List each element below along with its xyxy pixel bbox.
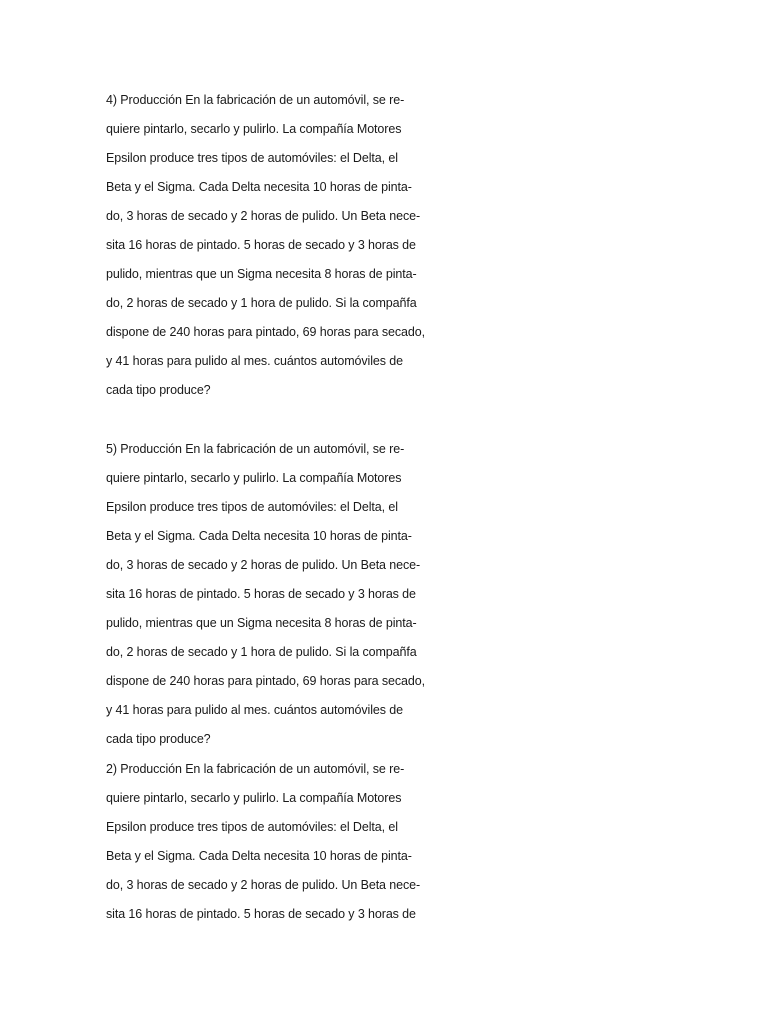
problem-4-paragraph xyxy=(106,86,446,405)
text-line: cada tipo produce? xyxy=(106,732,211,746)
text-line: dispone de 240 horas para pintado, 69 horas para secado, xyxy=(106,674,425,688)
text-line: Epsilon produce tres tipos de automóviles: el Delta, el xyxy=(106,151,398,165)
text-line: dispone de 240 horas para pintado, 69 horas para secado, xyxy=(106,325,425,339)
text-line: y 41 horas para pulido al mes. cuántos automóviles de xyxy=(106,354,403,368)
text-line: do, 3 horas de secado y 2 horas de pulido. Un Beta nece- xyxy=(106,209,421,223)
text-line: Beta y el Sigma. Cada Delta necesita 10 horas de pinta- xyxy=(106,849,412,863)
text-line: sita 16 horas de pintado. 5 horas de secado y 3 horas de xyxy=(106,587,416,601)
text-line: pulido, mientras que un Sigma necesita 8 horas de pinta- xyxy=(106,616,417,630)
text-line: quiere pintarlo, secarlo y pulirlo. La compañía Motores xyxy=(106,791,402,805)
text-line: y 41 horas para pulido al mes. cuántos automóviles de xyxy=(106,703,403,717)
text-line: do, 3 horas de secado y 2 horas de pulido. Un Beta nece- xyxy=(106,558,421,572)
text-line: Beta y el Sigma. Cada Delta necesita 10 horas de pinta- xyxy=(106,529,412,543)
text-line: do, 2 horas de secado y 1 hora de pulido. Si la compañfa xyxy=(106,296,417,310)
problem-5-paragraph xyxy=(106,435,446,754)
text-line: quiere pintarlo, secarlo y pulirlo. La compañía Motores xyxy=(106,122,402,136)
text-line: Epsilon produce tres tipos de automóviles: el Delta, el xyxy=(106,500,398,514)
text-line: cada tipo produce? xyxy=(106,383,211,397)
text-line: pulido, mientras que un Sigma necesita 8 horas de pinta- xyxy=(106,267,417,281)
text-line: 2) Producción En la fabricación de un automóvil, se re- xyxy=(106,762,405,776)
text-line: sita 16 horas de pintado. 5 horas de secado y 3 horas de xyxy=(106,238,416,252)
text-line: sita 16 horas de pintado. 5 horas de secado y 3 horas de xyxy=(106,907,416,921)
text-line: quiere pintarlo, secarlo y pulirlo. La compañía Motores xyxy=(106,471,402,485)
text-line: 5) Producción En la fabricación de un automóvil, se re- xyxy=(106,442,405,456)
problem-2-paragraph xyxy=(106,755,446,929)
text-line: 4) Producción En la fabricación de un automóvil, se re- xyxy=(106,93,405,107)
text-line: Epsilon produce tres tipos de automóviles: el Delta, el xyxy=(106,820,398,834)
text-line: do, 3 horas de secado y 2 horas de pulido. Un Beta nece- xyxy=(106,878,421,892)
text-line: Beta y el Sigma. Cada Delta necesita 10 horas de pinta- xyxy=(106,180,412,194)
text-line: do, 2 horas de secado y 1 hora de pulido. Si la compañfa xyxy=(106,645,417,659)
